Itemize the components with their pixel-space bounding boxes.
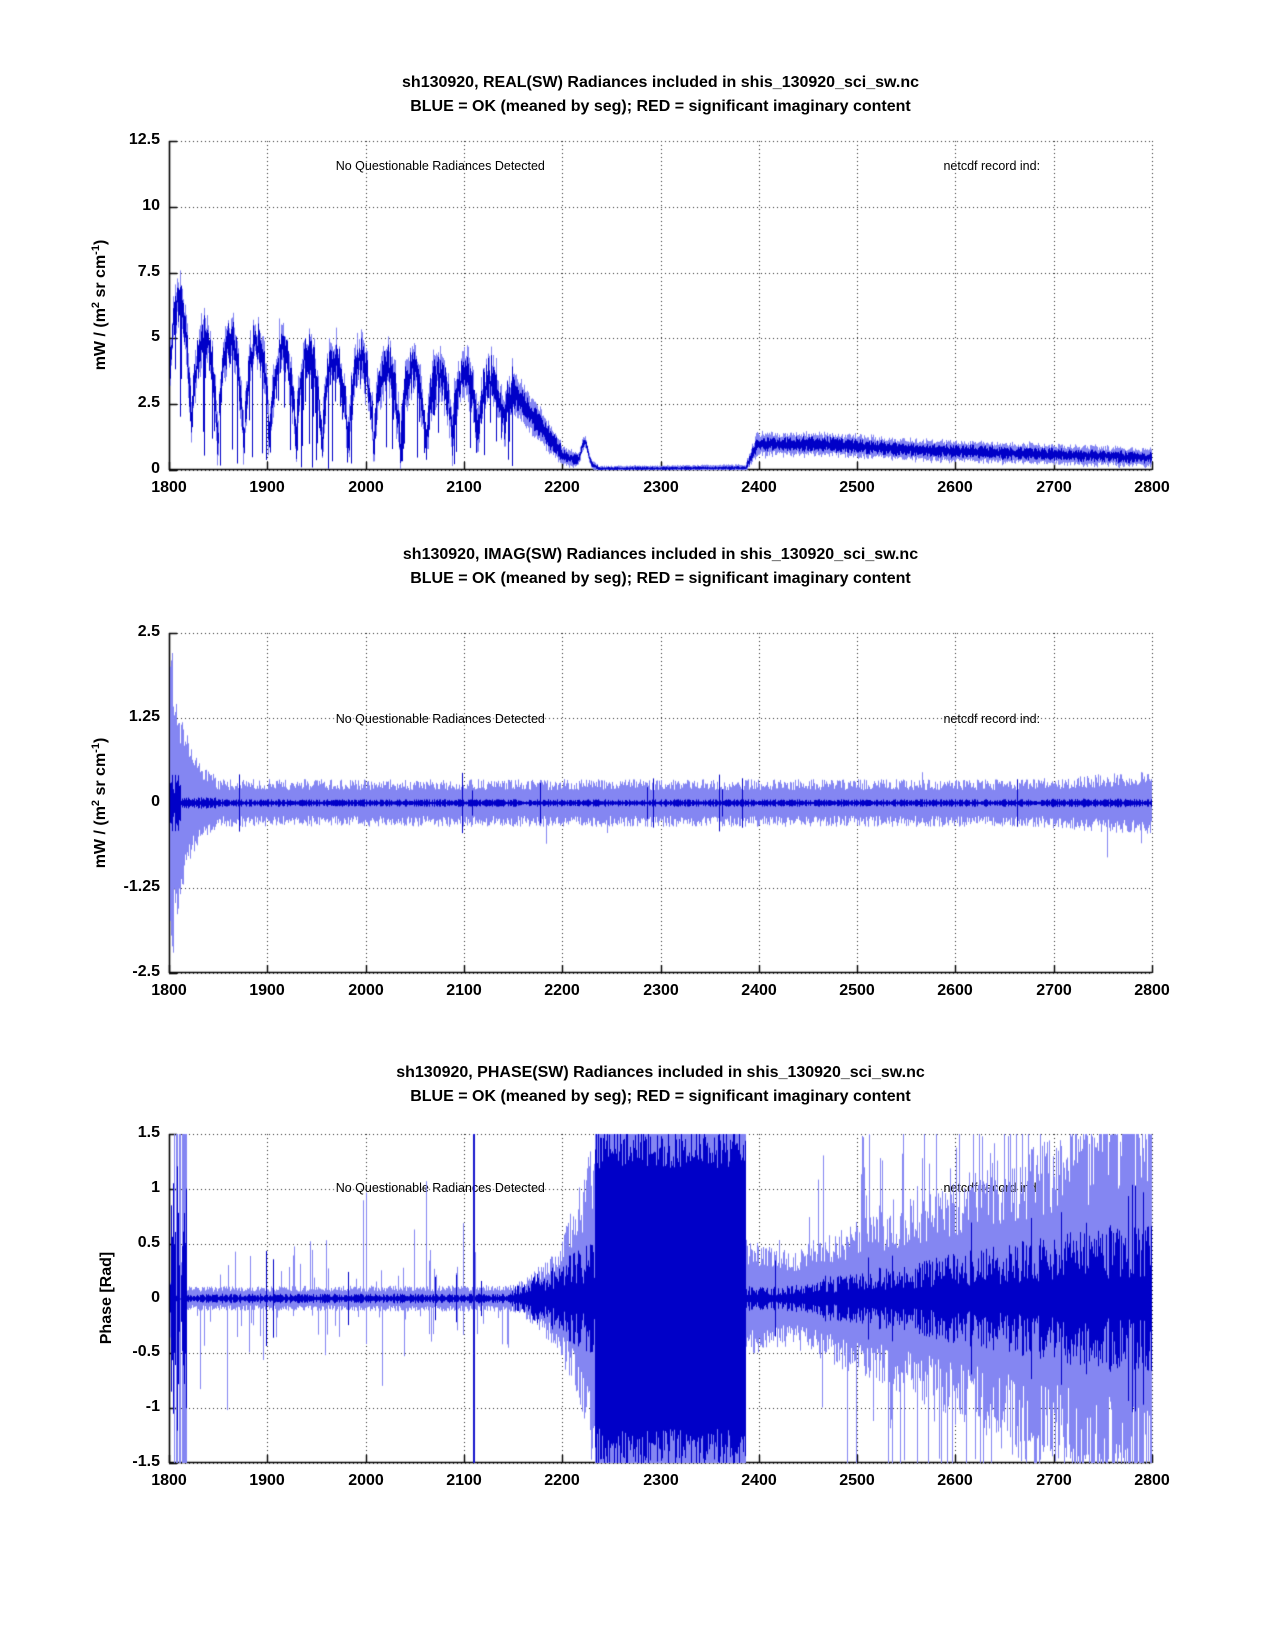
- y-tick-label: 10: [142, 197, 160, 214]
- x-tick-label: 2000: [348, 982, 384, 999]
- plot-canvas-imag: [167, 631, 1154, 975]
- x-tick-label: 2200: [544, 1472, 580, 1489]
- x-tick-label: 2600: [937, 479, 973, 496]
- y-axis-label: mW / ($m^2$ sr $cm^{-1}$): [89, 737, 110, 869]
- x-tick-label: 2400: [741, 479, 777, 496]
- plot-subtitle: BLUE = OK (meaned by seg); RED = significant imaginary content: [410, 1088, 911, 1105]
- y-tick-label: -0.5: [132, 1343, 160, 1360]
- y-axis-label: Phase [Rad]: [98, 1251, 115, 1345]
- x-tick-label: 2500: [839, 479, 875, 496]
- x-tick-label: 2800: [1134, 982, 1170, 999]
- x-tick-label: 2500: [839, 982, 875, 999]
- x-tick-label: 2700: [1036, 1472, 1072, 1489]
- x-tick-label: 2200: [544, 479, 580, 496]
- plot-subtitle: BLUE = OK (meaned by seg); RED = significant imaginary content: [410, 570, 911, 587]
- y-tick-label: 7.5: [137, 263, 160, 280]
- x-tick-label: 2300: [643, 479, 679, 496]
- x-tick-label: 1900: [249, 982, 285, 999]
- y-tick-label: 2.5: [137, 394, 160, 411]
- x-tick-label: 2800: [1134, 479, 1170, 496]
- x-tick-label: 2500: [839, 1472, 875, 1489]
- x-tick-label: 1900: [249, 1472, 285, 1489]
- y-tick-label: 1.5: [137, 1124, 160, 1141]
- y-tick-label: 5: [151, 328, 160, 345]
- y-tick-label: 1.25: [128, 708, 160, 725]
- y-tick-label: 12.5: [128, 131, 160, 148]
- x-tick-label: 1800: [151, 1472, 187, 1489]
- plot-canvas-real: [167, 139, 1154, 472]
- y-tick-label: -1.5: [132, 1453, 160, 1470]
- y-tick-label: 0.5: [137, 1234, 160, 1251]
- x-tick-label: 2400: [741, 1472, 777, 1489]
- plot-canvas-phase: [167, 1132, 1154, 1465]
- y-tick-label: 0: [151, 460, 160, 477]
- y-tick-label: 0: [151, 1289, 160, 1306]
- x-tick-label: 2000: [348, 1472, 384, 1489]
- x-tick-label: 2300: [643, 1472, 679, 1489]
- y-tick-label: 0: [151, 793, 160, 810]
- y-tick-label: -1: [145, 1398, 160, 1415]
- x-tick-label: 1800: [151, 982, 187, 999]
- y-tick-label: -2.5: [132, 963, 160, 980]
- x-tick-label: 2200: [544, 982, 580, 999]
- plot-title: sh130920, PHASE(SW) Radiances included in shis_130920_sci_sw.nc: [396, 1064, 925, 1081]
- plot-title: sh130920, REAL(SW) Radiances included in shis_130920_sci_sw.nc: [402, 74, 919, 91]
- x-tick-label: 2100: [446, 982, 482, 999]
- x-tick-label: 2000: [348, 479, 384, 496]
- x-tick-label: 2400: [741, 982, 777, 999]
- x-tick-label: 2600: [937, 982, 973, 999]
- y-tick-label: 1: [151, 1179, 160, 1196]
- plot-title: sh130920, IMAG(SW) Radiances included in shis_130920_sci_sw.nc: [402, 546, 919, 563]
- x-tick-label: 2300: [643, 982, 679, 999]
- y-tick-label: 2.5: [137, 623, 160, 640]
- x-tick-label: 2700: [1036, 982, 1072, 999]
- x-tick-label: 2700: [1036, 479, 1072, 496]
- y-axis-label: mW / ($m^2$ sr $cm^{-1}$): [89, 239, 110, 371]
- x-tick-label: 2100: [446, 1472, 482, 1489]
- x-tick-label: 1800: [151, 479, 187, 496]
- x-tick-label: 2100: [446, 479, 482, 496]
- plot-subtitle: BLUE = OK (meaned by seg); RED = significant imaginary content: [410, 98, 911, 115]
- x-tick-label: 2800: [1134, 1472, 1170, 1489]
- x-tick-label: 2600: [937, 1472, 973, 1489]
- y-tick-label: -1.25: [123, 878, 160, 895]
- x-tick-label: 1900: [249, 479, 285, 496]
